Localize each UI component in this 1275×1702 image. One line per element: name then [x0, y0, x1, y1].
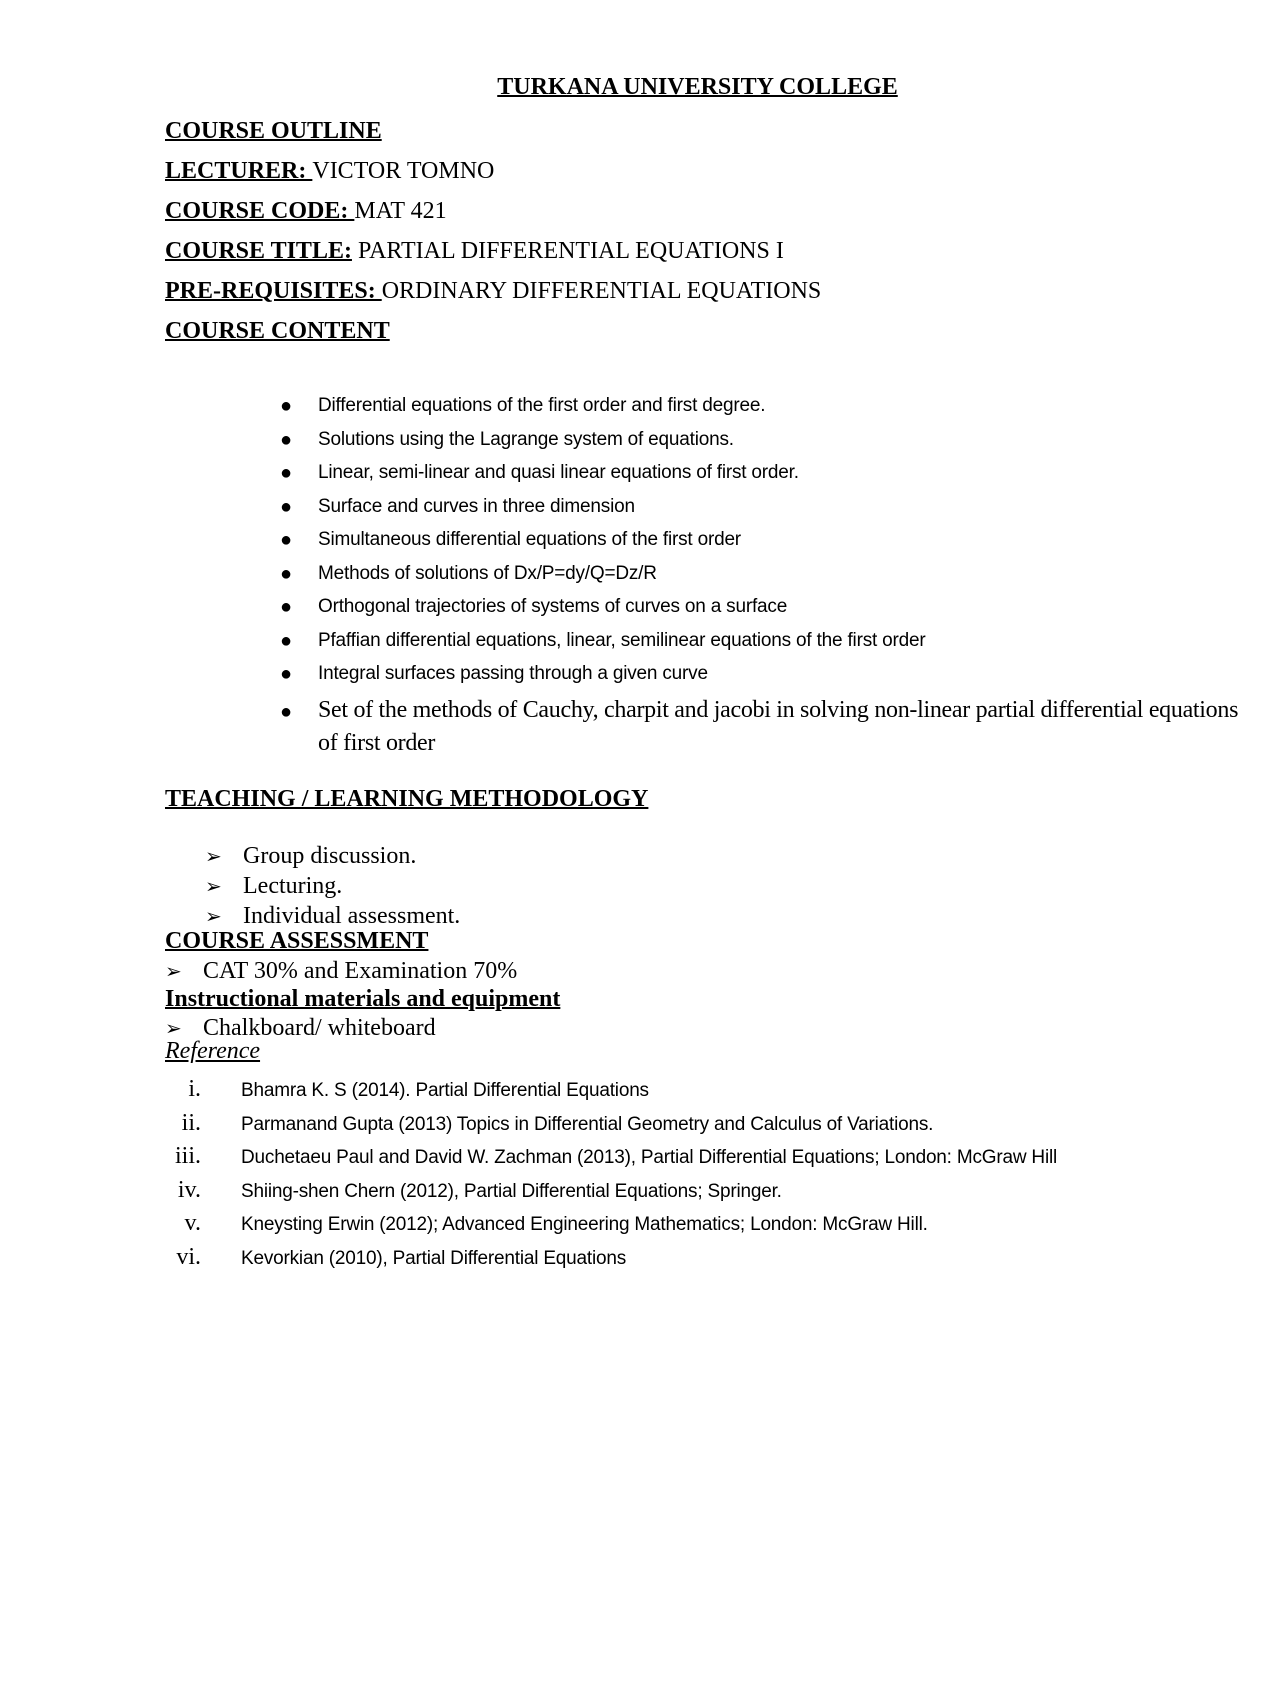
reference-item: vi. Kevorkian (2010), Partial Differential Equations [176, 1243, 627, 1270]
bullet-dot-icon: ● [280, 700, 292, 723]
list-item: ➢ Chalkboard/ whiteboard [165, 1014, 436, 1044]
course-title-value: PARTIAL DIFFERENTIAL EQUATIONS I [351, 238, 784, 264]
list-item: ● Solutions using the Lagrange system of equations. [280, 426, 1240, 460]
list-item: ● Integral surfaces passing through a given curve [280, 660, 1240, 694]
institution-title: TURKANA UNIVERSITY COLLEGE [497, 74, 898, 100]
list-item: ➢ Lecturing. [205, 872, 460, 902]
bullet-dot-icon: ● [280, 562, 292, 585]
list-item: ● Differential equations of the first order and first degree. [280, 392, 1240, 426]
list-item: ● Surface and curves in three dimension [280, 493, 1240, 527]
list-item: ➢ Group discussion. [205, 842, 460, 872]
methodology-heading: TEACHING / LEARNING METHODOLOGY [165, 786, 649, 812]
list-item: ● Set of the methods of Cauchy, charpit and jacobi in solving non-linear partial differential equations of first order [280, 696, 1239, 756]
bullet-dot-icon: ● [280, 395, 292, 417]
course-code-label: COURSE CODE: [165, 198, 355, 224]
arrowhead-bullet-icon: ➢ [165, 961, 182, 983]
course-code-value: MAT 421 [354, 198, 447, 224]
course-code-field [165, 198, 447, 225]
bullet-dot-icon: ● [280, 629, 292, 652]
prerequisites-field [165, 278, 821, 305]
prerequisites-value: ORDINARY DIFFERENTIAL EQUATIONS [381, 278, 822, 304]
reference-item: i. Bhamra K. S (2014). Partial Differential Equations [188, 1076, 649, 1102]
reference-heading: Reference [165, 1038, 261, 1064]
assessment-list [165, 957, 517, 987]
bullet-dot-icon: ● [280, 663, 292, 685]
list-item: ● Methods of solutions of Dx/P=dy/Q=Dz/R [280, 560, 1240, 594]
lecturer-label: LECTURER: [165, 158, 313, 184]
list-item: ● Pfaffian differential equations, linear, semilinear equations of the first order [280, 627, 1240, 661]
methodology-list [205, 842, 460, 932]
prerequisites-label: PRE-REQUISITES: [165, 278, 382, 304]
lecturer-field [165, 158, 494, 185]
list-item: ➢ CAT 30% and Examination 70% [165, 957, 517, 987]
bullet-dot-icon: ● [280, 529, 292, 551]
bullet-dot-icon: ● [280, 495, 292, 518]
arrowhead-bullet-icon: ➢ [205, 876, 222, 898]
arrowhead-bullet-icon: ➢ [205, 906, 222, 928]
assessment-heading: COURSE ASSESSMENT [165, 928, 429, 954]
materials-heading: Instructional materials and equipment [165, 986, 561, 1012]
arrowhead-bullet-icon: ➢ [165, 1018, 182, 1040]
course-content-heading: COURSE CONTENT [165, 318, 390, 344]
bullet-dot-icon: ● [280, 462, 292, 484]
list-item: ● Linear, semi-linear and quasi linear equations of first order. [280, 459, 1240, 493]
arrowhead-bullet-icon: ➢ [205, 846, 222, 868]
bullet-dot-icon: ● [280, 428, 292, 451]
course-title-label: COURSE TITLE: [165, 238, 352, 264]
reference-list [165, 1074, 1057, 1275]
reference-item: ii. Parmanand Gupta (2013) Topics in Differential Geometry and Calculus of Variations. [181, 1109, 934, 1136]
outline-heading: COURSE OUTLINE [165, 118, 382, 144]
list-item: ● Simultaneous differential equations of the first order [280, 526, 1240, 560]
list-item: ● Orthogonal trajectories of systems of curves on a surface [280, 593, 1240, 627]
course-content-list [280, 392, 1240, 760]
course-title-field [165, 238, 784, 265]
bullet-dot-icon: ● [280, 596, 292, 618]
lecturer-value: VICTOR TOMNO [312, 158, 495, 184]
reference-item: iv. Shiing-shen Chern (2012), Partial Differential Equations; Springer. [177, 1176, 782, 1203]
reference-item: iii. Duchetaeu Paul and David W. Zachman (2013), Partial Differential Equations; London: McGraw Hill [174, 1143, 1058, 1169]
list-item: ➢ Individual assessment. [205, 902, 460, 932]
reference-item: v. Kneysting Erwin (2012); Advanced Engineering Mathematics; London: McGraw Hill. [184, 1210, 928, 1236]
